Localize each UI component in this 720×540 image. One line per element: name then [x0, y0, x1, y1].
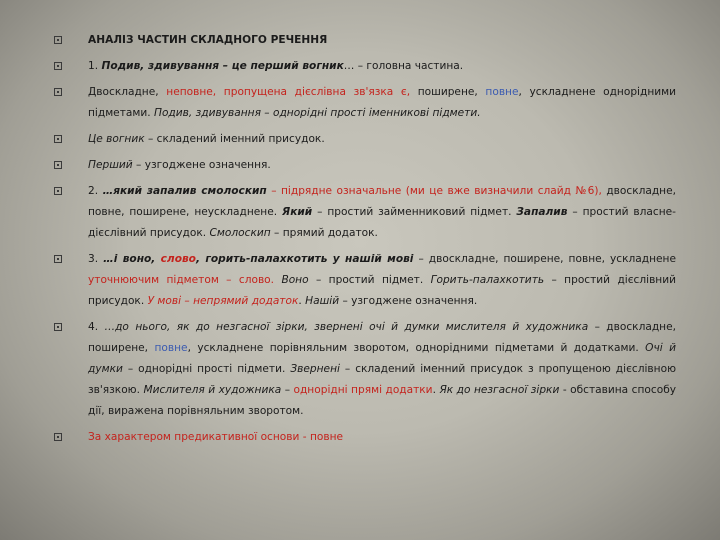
item-text: – узгоджене означення.: [339, 295, 478, 307]
highlighted-text: – підрядне означальне (ми це вже визначили слайд №6),: [266, 185, 602, 197]
square-bullet-icon: [54, 323, 62, 331]
item-text: – прямий додаток.: [270, 227, 378, 239]
item-text: – простий власне-дієслівний присудок.: [88, 206, 676, 239]
quoted-sentence: …який запалив смолоскип: [102, 185, 267, 197]
item-text-italic: Звернені: [290, 363, 340, 375]
list-item-7: [52, 317, 676, 422]
item-number: 1.: [88, 60, 102, 72]
item-text: , ускладнене порівняльним зворотом, однорідними підметами й додатками.: [187, 342, 646, 354]
square-bullet-icon: [54, 62, 62, 70]
item-text: –: [281, 384, 294, 396]
item-text: – узгоджене означення.: [132, 159, 271, 171]
item-text-italic: Це вогник: [88, 133, 145, 145]
square-bullet-icon: [54, 433, 62, 441]
item-text: – однорідні прості підмети.: [122, 363, 291, 375]
highlighted-text: За характером предикативної основи - повне: [88, 431, 344, 443]
highlighted-text: У мові – непрямий додаток: [147, 295, 299, 307]
square-bullet-icon: [54, 161, 62, 169]
item-text: – двоскладне, поширене, повне, ускладнене: [413, 253, 676, 265]
quoted-sentence: …і воно,: [103, 253, 161, 265]
highlighted-text: однорідні прямі додатки: [293, 384, 433, 396]
quoted-sentence: , горить-палахкотить у нашій мові: [195, 253, 414, 265]
highlighted-text: неповне, пропущена дієслівна зв'язка є,: [166, 86, 411, 98]
list-item-1: [52, 56, 676, 77]
quoted-sentence: Подив, здивування – це перший вогник: [101, 60, 344, 72]
item-text-italic: Перший: [88, 159, 133, 171]
item-text: двоскладне, повне, поширене, неускладнене.: [88, 185, 676, 218]
item-text-italic: Смолоскип: [209, 227, 271, 239]
highlighted-text: повне: [485, 86, 519, 98]
item-text-italic: Очі й думки: [88, 342, 676, 375]
list-item-5: [52, 181, 676, 244]
list-item-3: [52, 129, 676, 150]
square-bullet-icon: [54, 255, 62, 263]
item-text: - обставина способу дії, виражена порівняльним зворотом.: [88, 384, 676, 417]
list-item-2: [52, 82, 676, 124]
item-text-italic: Нашій: [305, 295, 340, 307]
item-text-italic: Як до незгасної зірки: [439, 384, 560, 396]
square-bullet-icon: [54, 88, 62, 96]
item-text-italic: Мислителя й художника: [143, 384, 282, 396]
item-text: – простий дієслівний присудок.: [88, 274, 677, 307]
item-number: 3.: [88, 253, 104, 265]
item-text: … – головна частина.: [343, 60, 464, 72]
square-bullet-icon: [54, 36, 62, 44]
item-text: – двоскладне, поширене,: [88, 321, 676, 354]
item-text: .: [432, 384, 440, 396]
list-item-6: [52, 249, 676, 312]
item-text: – простий підмет.: [308, 274, 431, 286]
item-text: .: [298, 295, 306, 307]
analysis-list: [52, 30, 676, 448]
square-bullet-icon: [54, 135, 62, 143]
square-bullet-icon: [54, 187, 62, 195]
list-item-8: [52, 427, 676, 448]
item-text: поширене,: [410, 86, 486, 98]
highlighted-text: слово: [160, 253, 196, 265]
item-text-italic: Запалив: [516, 206, 568, 218]
item-text-italic: Який: [282, 206, 313, 218]
item-text: Двоскладне,: [88, 86, 167, 98]
item-text-italic: Воно: [281, 274, 309, 286]
quoted-sentence: …до нього, як до незгасної зірки, звернені очі й думки мислителя й художника: [104, 321, 589, 333]
item-text: – складений іменний присудок з пропущеною дієслівною зв'язкою.: [88, 363, 676, 396]
item-number: 4.: [88, 321, 105, 333]
item-text: – складений іменний присудок.: [144, 133, 325, 145]
slide-title: АНАЛІЗ ЧАСТИН СКЛАДНОГО РЕЧЕННЯ: [88, 34, 328, 46]
item-text: – простий займенниковий підмет.: [312, 206, 517, 218]
highlighted-text: повне: [154, 342, 188, 354]
highlighted-text: уточнюючим підметом – слово.: [88, 274, 275, 286]
item-text-italic: Горить-палахкотить: [430, 274, 545, 286]
list-item-heading: [52, 30, 676, 51]
item-text-italic: Подив, здивування – однорідні прості іменникові підмети.: [153, 107, 481, 119]
item-text: , ускладнене однорідними підметами.: [88, 86, 677, 119]
list-item-4: [52, 155, 676, 176]
item-number: 2.: [88, 185, 103, 197]
